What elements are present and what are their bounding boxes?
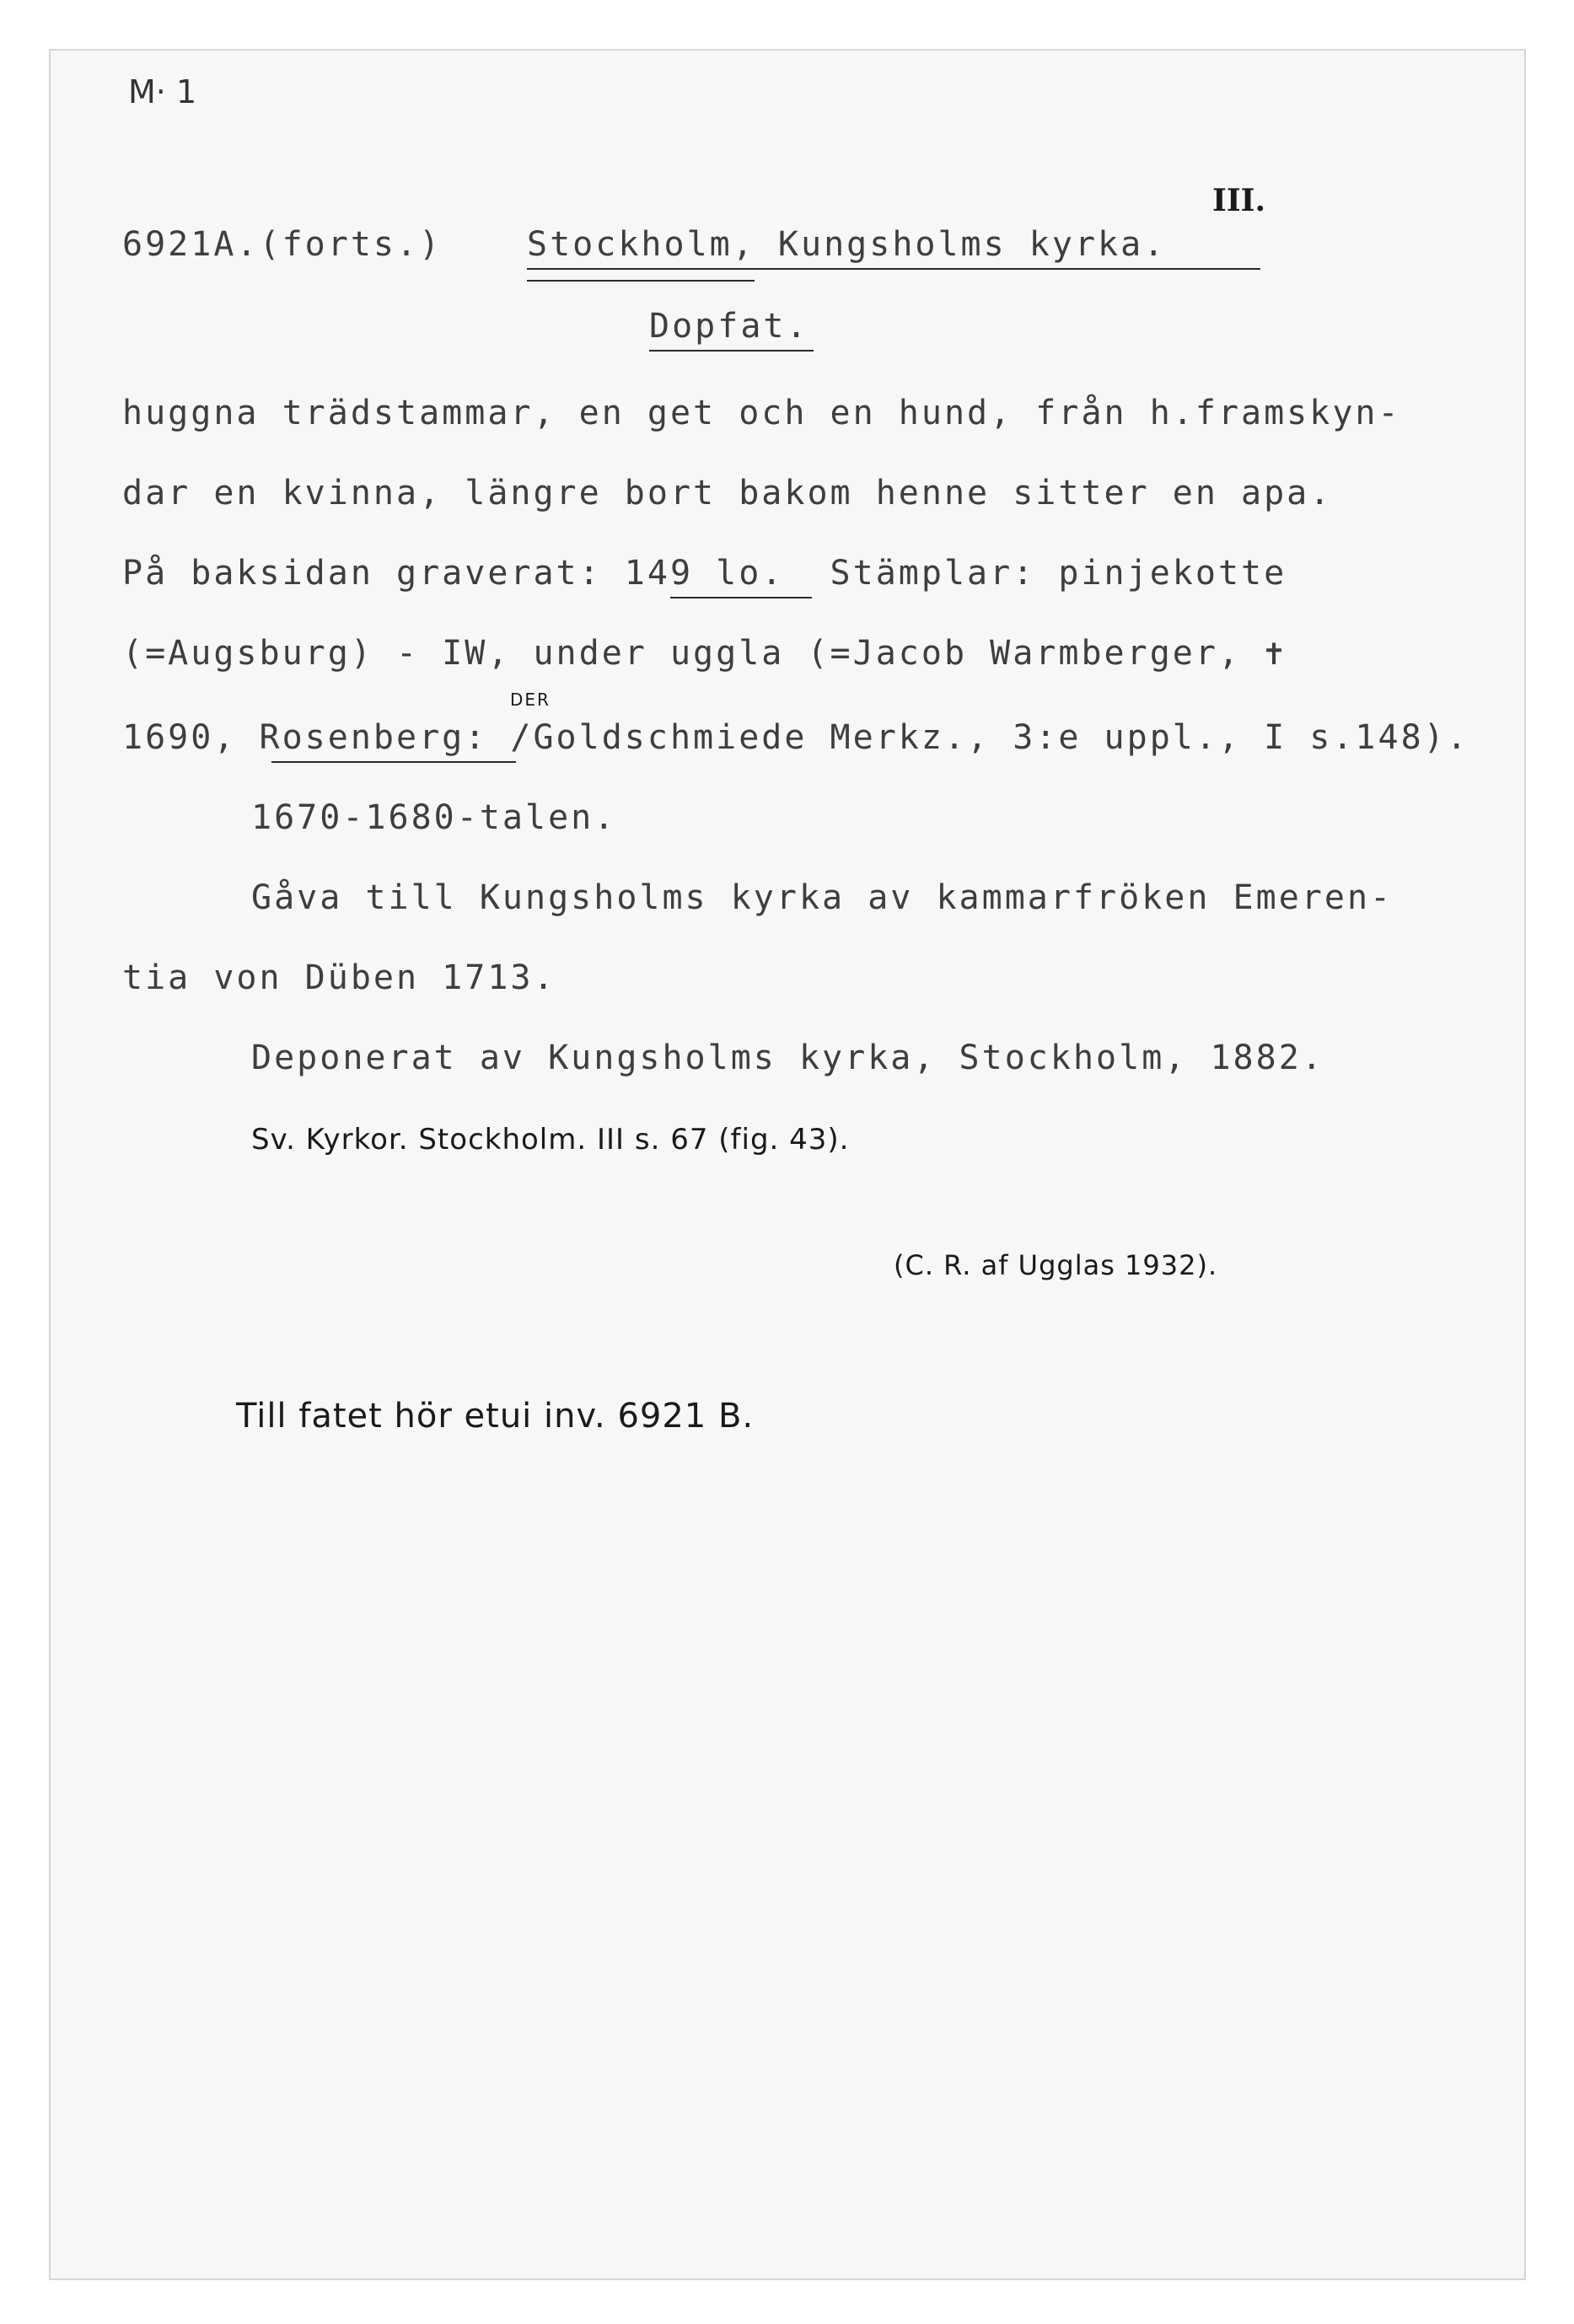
- location-underline-short: [527, 280, 755, 282]
- body-line-2: dar en kvinna, längre bort bakom henne sitter en apa.: [122, 474, 1333, 513]
- volume-mark: III.: [1212, 183, 1266, 218]
- body-line-4: (=Augsburg) - IW, under uggla (=Jacob Warmberger, ✝: [122, 634, 1287, 673]
- body-line-7: Gåva till Kungsholms kyrka av kammarfröken Emeren-: [251, 878, 1394, 917]
- body-line-1: huggna trädstammar, en get och en hund, från h.framskyn-: [122, 394, 1401, 432]
- inserted-word: DER: [510, 690, 551, 710]
- body-line-3: På baksidan graverat: 149 lo. Stämplar: pinjekotte: [122, 554, 1287, 593]
- handwritten-author: (C. R. af Ugglas 1932).: [894, 1249, 1218, 1281]
- object-underline: [649, 350, 814, 352]
- inventory-number: 6921A.(forts.): [122, 225, 443, 264]
- handwritten-reference: Sv. Kyrkor. Stockholm. III s. 67 (fig. 43).: [251, 1123, 850, 1157]
- corner-mark: M· 1: [128, 73, 197, 110]
- rosenberg-underline: [271, 761, 516, 763]
- body-line-6: 1670-1680-talen.: [251, 798, 617, 837]
- handwritten-note: Till fatet hör etui inv. 6921 B.: [236, 1397, 755, 1436]
- inscription-underline: [670, 597, 812, 598]
- body-line-9: Deponerat av Kungsholms kyrka, Stockholm, 1882.: [251, 1039, 1324, 1077]
- body-line-8: tia von Düben 1713.: [122, 958, 556, 997]
- location-underline: [527, 268, 1260, 270]
- location-title: Stockholm, Kungsholms kyrka.: [527, 225, 1167, 264]
- catalog-card: [49, 49, 1526, 2280]
- body-line-5: 1690, Rosenberg: /Goldschmiede Merkz., 3:e uppl., I s.148).: [122, 718, 1469, 757]
- object-title: Dopfat.: [649, 307, 809, 346]
